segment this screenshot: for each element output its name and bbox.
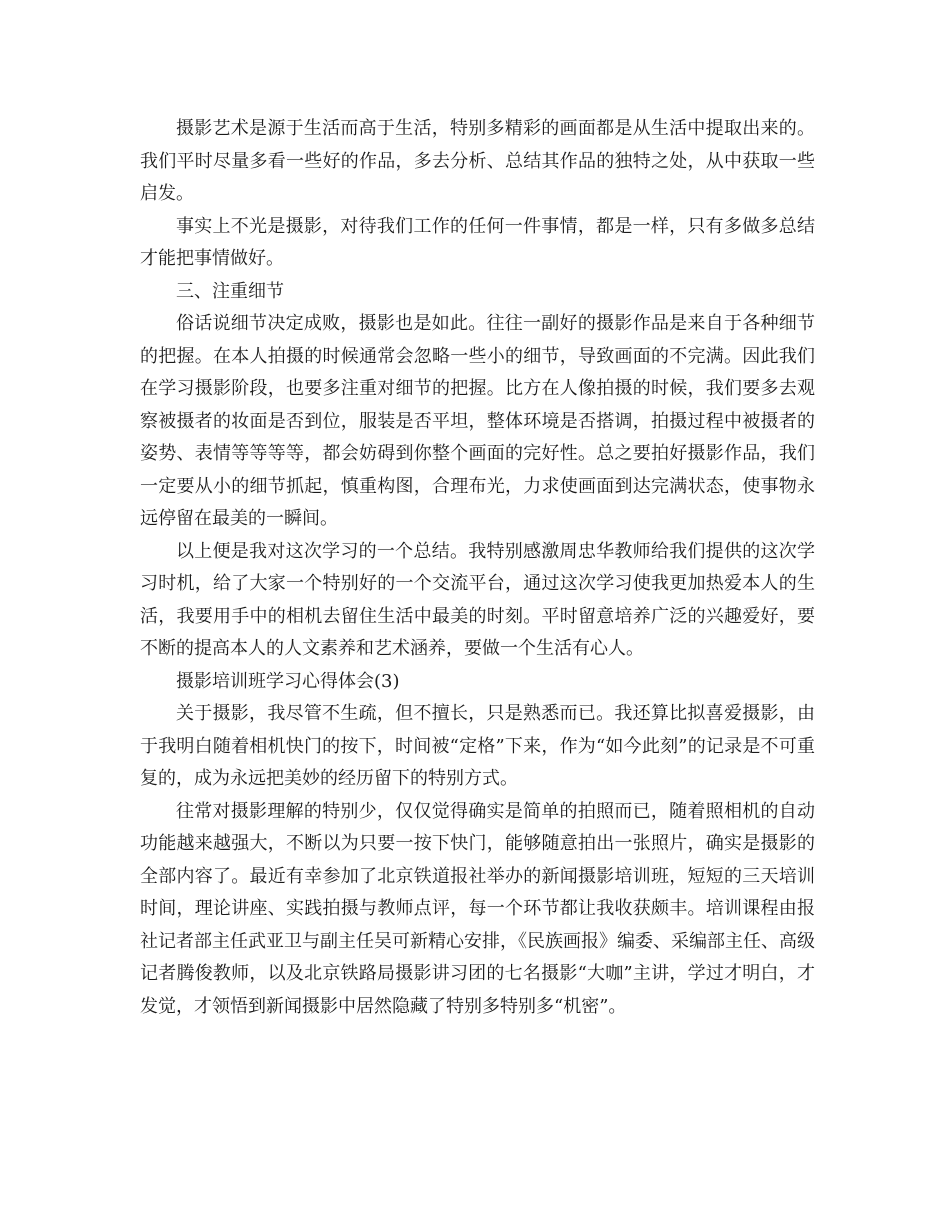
paragraph-inspiration: 摄影艺术是源于生活而高于生活，特别多精彩的画面都是从生活中提取出来的。我们平时尽量多看一些好的作品，多去分析、总结其作品的独特之处，从中获取一些启发。 xyxy=(140,118,815,204)
paragraph-details: 俗话说细节决定成败，摄影也是如此。往往一副好的摄影作品是来自于各种细节的把握。在本人拍摄的时候通常会忽略一些小的细节，导致画面的不完满。因此我们在学习摄影阶段，也要多注重对细节的把握。比方在人像拍摄的时候，我们要多去观察被摄者的妆面是否到位，服装是否平坦，整体环境是否搭调，拍摄过程中被摄者的姿势、表情等等等等，都会妨碍到你整个画面的完好性。总之要拍好摄影作品，我们一定要从小的细节抓起，慎重构图，合理布光，力求使画面到达完满状态，使事物永远停留在最美的一瞬间。 xyxy=(140,313,815,529)
paragraph-conclusion: 以上便是我对这次学习的一个总结。我特别感激周忠华教师给我们提供的这次学习时机，给了大家一个特别好的一个交流平台，通过这次学习使我更加热爱本人的生活，我要用手中的相机去留住生活中最美的时刻。平时留意培养广泛的兴趣爱好，要不断的提高本人的人文素养和艺术涵养，要做一个生活有心人。 xyxy=(140,540,815,659)
paragraph-training-experience: 往常对摄影理解的特别少，仅仅觉得确实是简单的拍照而已，随着照相机的自动功能越来越强大，不断以为只要一按下快门，能够随意拍出一张照片，确实是摄影的全部内容了。最近有幸参加了北京铁道报社举办的新闻摄影培训班，短短的三天培训时间，理论讲座、实践拍摄与教师点评，每一个环节都让我收获颇丰。培训课程由报社记者部主任武亚卫与副主任吴可新精心安排，《民族画报》编委、采编部主任、高级记者腾俊教师，以及北京铁路局摄影讲习团的七名摄影“大咖”主讲，学过才明白，才发觉，才领悟到新闻摄影中居然隐藏了特别多特别多“机密”。 xyxy=(140,800,815,1017)
section-heading-details: 三、注重细节 xyxy=(176,280,284,302)
paragraph-about-photography: 关于摄影，我尽管不生疏，但不擅长，只是熟悉而已。我还算比拟喜爱摄影，由于我明白随着相机快门的按下，时间被“定格”下来，作为“如今此刻”的记录是不可重复的，成为永远把美妙的经历留下的特别方式。 xyxy=(140,703,815,789)
document-page xyxy=(140,113,815,1023)
article-title-part-3: 摄影培训班学习心得体会(3) xyxy=(176,670,400,692)
paragraph-summary-practice: 事实上不光是摄影，对待我们工作的任何一件事情，都是一样，只有多做多总结才能把事情做好。 xyxy=(140,215,815,269)
